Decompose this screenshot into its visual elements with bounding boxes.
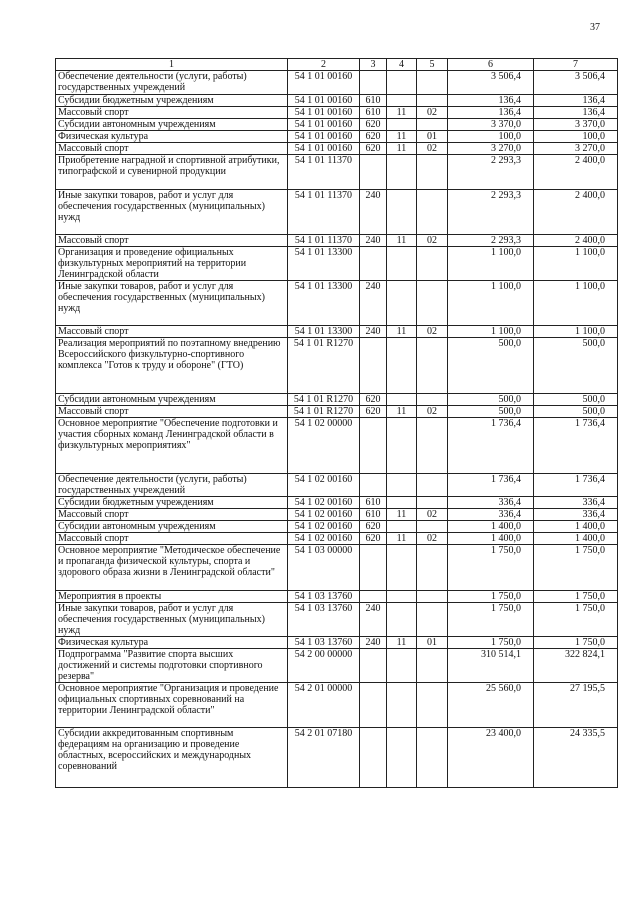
table-row [56, 247, 618, 281]
table-cell-code: 54 1 02 00000 [288, 418, 360, 474]
table-cell-vr [360, 591, 387, 603]
table-cell-rz [387, 603, 417, 637]
table-cell-y2: 100,0 [534, 131, 618, 143]
table-cell-y1: 1 736,4 [448, 474, 534, 497]
table-cell-name: Подпрограмма "Развитие спорта высших достижений и системы подготовки спортивного резерва" [56, 649, 288, 683]
table-row [56, 95, 618, 107]
budget-table [55, 58, 618, 788]
table-cell-vr: 620 [360, 131, 387, 143]
table-cell-y1: 1 400,0 [448, 533, 534, 545]
table-cell-code: 54 1 01 R1270 [288, 406, 360, 418]
table-cell-pr [417, 683, 448, 728]
table-row [56, 143, 618, 155]
table-cell-y1: 500,0 [448, 338, 534, 394]
table-cell-rz [387, 728, 417, 788]
table-cell-pr [417, 474, 448, 497]
table-cell-code: 54 1 01 R1270 [288, 338, 360, 394]
table-row [56, 603, 618, 637]
table-cell-code: 54 1 03 13760 [288, 637, 360, 649]
table-cell-vr: 620 [360, 394, 387, 406]
table-cell-y1: 1 400,0 [448, 521, 534, 533]
table-row [56, 533, 618, 545]
table-cell-y1: 2 293,3 [448, 190, 534, 235]
table-row [56, 235, 618, 247]
table-cell-pr [417, 394, 448, 406]
table-cell-y1: 136,4 [448, 107, 534, 119]
table-cell-vr [360, 545, 387, 591]
table-cell-rz: 11 [387, 143, 417, 155]
table-cell-pr [417, 603, 448, 637]
table-row [56, 591, 618, 603]
table-cell-name: Массовый спорт [56, 235, 288, 247]
table-cell-pr [417, 71, 448, 95]
table-cell-name: Основное мероприятие "Обеспечение подготовки и участия сборных команд Ленинградской области в физкультурных мероприятиях" [56, 418, 288, 474]
table-cell-y2: 2 400,0 [534, 190, 618, 235]
table-row [56, 71, 618, 95]
table-row [56, 509, 618, 521]
table-cell-y2: 1 400,0 [534, 521, 618, 533]
table-cell-y2: 500,0 [534, 394, 618, 406]
table-header-row [56, 59, 618, 71]
table-cell-y1: 1 100,0 [448, 326, 534, 338]
table-cell-code: 54 1 01 11370 [288, 190, 360, 235]
table-cell-pr [417, 338, 448, 394]
table-cell-name: Массовый спорт [56, 509, 288, 521]
table-cell-y2: 1 736,4 [534, 474, 618, 497]
table-row [56, 155, 618, 190]
table-cell-vr [360, 683, 387, 728]
table-cell-pr: 02 [417, 235, 448, 247]
table-cell-vr [360, 338, 387, 394]
table-cell-vr: 620 [360, 143, 387, 155]
column-header: 6 [448, 59, 534, 71]
table-cell-pr [417, 281, 448, 326]
table-cell-vr [360, 418, 387, 474]
table-cell-code: 54 2 01 07180 [288, 728, 360, 788]
table-cell-name: Субсидии бюджетным учреждениям [56, 497, 288, 509]
table-cell-y1: 1 750,0 [448, 545, 534, 591]
table-cell-name: Массовый спорт [56, 326, 288, 338]
table-cell-rz [387, 247, 417, 281]
table-cell-rz: 11 [387, 406, 417, 418]
table-cell-name: Массовый спорт [56, 533, 288, 545]
table-cell-y2: 3 370,0 [534, 119, 618, 131]
table-cell-name: Иные закупки товаров, работ и услуг для обеспечения государственных (муниципальных) нужд [56, 603, 288, 637]
table-row [56, 338, 618, 394]
table-cell-y1: 310 514,1 [448, 649, 534, 683]
table-row [56, 521, 618, 533]
table-cell-y2: 1 750,0 [534, 591, 618, 603]
table-cell-name: Иные закупки товаров, работ и услуг для обеспечения государственных (муниципальных) нужд [56, 190, 288, 235]
column-header: 1 [56, 59, 288, 71]
table-cell-y2: 27 195,5 [534, 683, 618, 728]
table-cell-vr: 610 [360, 509, 387, 521]
table-row [56, 119, 618, 131]
table-cell-y2: 1 750,0 [534, 545, 618, 591]
table-cell-y1: 23 400,0 [448, 728, 534, 788]
table-row [56, 131, 618, 143]
table-cell-y2: 1 100,0 [534, 247, 618, 281]
table-cell-y2: 136,4 [534, 107, 618, 119]
table-cell-y2: 1 750,0 [534, 637, 618, 649]
table-cell-code: 54 1 03 00000 [288, 545, 360, 591]
table-cell-code: 54 2 00 00000 [288, 649, 360, 683]
table-cell-rz [387, 338, 417, 394]
table-row [56, 326, 618, 338]
table-cell-code: 54 1 01 13300 [288, 281, 360, 326]
table-cell-name: Массовый спорт [56, 107, 288, 119]
table-cell-pr: 01 [417, 637, 448, 649]
table-cell-vr [360, 247, 387, 281]
table-row [56, 281, 618, 326]
table-cell-name: Массовый спорт [56, 143, 288, 155]
column-header: 2 [288, 59, 360, 71]
table-cell-vr: 620 [360, 521, 387, 533]
table-cell-rz: 11 [387, 509, 417, 521]
table-cell-name: Физическая культура [56, 637, 288, 649]
table-cell-rz [387, 281, 417, 326]
table-cell-name: Физическая культура [56, 131, 288, 143]
table-cell-pr [417, 155, 448, 190]
table-cell-code: 54 1 02 00160 [288, 497, 360, 509]
table-cell-name: Массовый спорт [56, 406, 288, 418]
table-cell-y2: 2 400,0 [534, 155, 618, 190]
table-cell-pr: 02 [417, 107, 448, 119]
table-row [56, 637, 618, 649]
table-cell-pr [417, 497, 448, 509]
table-cell-pr [417, 591, 448, 603]
table-cell-code: 54 1 02 00160 [288, 521, 360, 533]
table-cell-name: Приобретение наградной и спортивной атрибутики, типографской и сувенирной продукции [56, 155, 288, 190]
table-cell-vr: 610 [360, 95, 387, 107]
table-cell-pr [417, 95, 448, 107]
table-cell-code: 54 1 01 00160 [288, 71, 360, 95]
table-cell-code: 54 1 03 13760 [288, 603, 360, 637]
table-cell-code: 54 1 01 11370 [288, 235, 360, 247]
table-cell-y1: 136,4 [448, 95, 534, 107]
table-cell-rz: 11 [387, 107, 417, 119]
table-cell-pr: 02 [417, 533, 448, 545]
table-cell-y2: 1 100,0 [534, 326, 618, 338]
table-cell-name: Реализация мероприятий по поэтапному внедрению Всероссийского физкультурно-спортивного комплекса "Готов к труду и обороне" (ГТО) [56, 338, 288, 394]
table-cell-vr [360, 155, 387, 190]
table-cell-y1: 1 750,0 [448, 637, 534, 649]
table-row [56, 649, 618, 683]
table-cell-rz [387, 119, 417, 131]
table-cell-rz [387, 71, 417, 95]
table-cell-name: Мероприятия в проекты [56, 591, 288, 603]
table-cell-pr: 02 [417, 143, 448, 155]
table-cell-rz [387, 394, 417, 406]
table-cell-name: Субсидии автономным учреждениям [56, 119, 288, 131]
table-cell-name: Обеспечение деятельности (услуги, работы) государственных учреждений [56, 474, 288, 497]
table-cell-rz [387, 95, 417, 107]
table-cell-pr [417, 545, 448, 591]
table-cell-code: 54 1 01 00160 [288, 143, 360, 155]
column-header: 5 [417, 59, 448, 71]
table-cell-code: 54 1 01 00160 [288, 131, 360, 143]
table-cell-pr [417, 119, 448, 131]
table-row [56, 190, 618, 235]
table-row [56, 107, 618, 119]
table-cell-y1: 1 100,0 [448, 281, 534, 326]
table-cell-name: Субсидии автономным учреждениям [56, 394, 288, 406]
table-cell-name: Основное мероприятие "Методическое обеспечение и пропаганда физической культуры, спорта и здорового образа жизни в Ленинградской области" [56, 545, 288, 591]
table-cell-vr: 240 [360, 235, 387, 247]
table-cell-pr: 01 [417, 131, 448, 143]
table-cell-y2: 336,4 [534, 497, 618, 509]
table-cell-y1: 2 293,3 [448, 235, 534, 247]
table-cell-vr: 620 [360, 533, 387, 545]
table-row [56, 545, 618, 591]
table-cell-y1: 1 750,0 [448, 591, 534, 603]
column-header: 4 [387, 59, 417, 71]
table-cell-pr [417, 247, 448, 281]
table-row [56, 474, 618, 497]
table-cell-pr: 02 [417, 406, 448, 418]
table-cell-rz [387, 521, 417, 533]
table-cell-vr [360, 728, 387, 788]
table-cell-vr: 240 [360, 190, 387, 235]
table-cell-y1: 1 100,0 [448, 247, 534, 281]
table-cell-rz [387, 683, 417, 728]
table-cell-code: 54 1 02 00160 [288, 509, 360, 521]
table-cell-vr: 610 [360, 107, 387, 119]
table-cell-y1: 500,0 [448, 394, 534, 406]
table-cell-vr: 240 [360, 326, 387, 338]
table-cell-y2: 24 335,5 [534, 728, 618, 788]
table-cell-vr [360, 649, 387, 683]
table-cell-rz: 11 [387, 533, 417, 545]
table-cell-pr [417, 649, 448, 683]
table-cell-code: 54 1 01 00160 [288, 107, 360, 119]
column-header: 7 [534, 59, 618, 71]
table-cell-y2: 500,0 [534, 406, 618, 418]
column-header: 3 [360, 59, 387, 71]
table-cell-rz [387, 190, 417, 235]
table-cell-code: 54 1 01 00160 [288, 119, 360, 131]
table-cell-name: Субсидии аккредитованным спортивным федерациям на организацию и проведение областных, всероссийских и международных соревнований [56, 728, 288, 788]
table-cell-y2: 3 506,4 [534, 71, 618, 95]
table-cell-rz [387, 497, 417, 509]
table-cell-y1: 2 293,3 [448, 155, 534, 190]
table-cell-code: 54 2 01 00000 [288, 683, 360, 728]
table-cell-vr: 610 [360, 497, 387, 509]
table-row [56, 497, 618, 509]
table-cell-rz [387, 649, 417, 683]
table-cell-rz [387, 474, 417, 497]
table-cell-y2: 1 750,0 [534, 603, 618, 637]
table-cell-name: Основное мероприятие "Организация и проведение официальных спортивных соревнований на территории Ленинградской области" [56, 683, 288, 728]
table-cell-pr [417, 728, 448, 788]
table-cell-y2: 500,0 [534, 338, 618, 394]
table-cell-rz [387, 155, 417, 190]
table-cell-vr: 620 [360, 119, 387, 131]
table-cell-rz [387, 591, 417, 603]
table-cell-code: 54 1 01 00160 [288, 95, 360, 107]
table-cell-code: 54 1 01 11370 [288, 155, 360, 190]
table-cell-y1: 3 270,0 [448, 143, 534, 155]
table-cell-name: Обеспечение деятельности (услуги, работы) государственных учреждений [56, 71, 288, 95]
table-cell-rz: 11 [387, 235, 417, 247]
table-cell-y1: 336,4 [448, 509, 534, 521]
page-number: 37 [590, 22, 600, 33]
table-cell-pr [417, 521, 448, 533]
table-row [56, 728, 618, 788]
table-row [56, 418, 618, 474]
table-cell-y2: 1 736,4 [534, 418, 618, 474]
table-cell-code: 54 1 02 00160 [288, 474, 360, 497]
table-cell-y1: 336,4 [448, 497, 534, 509]
table-cell-pr: 02 [417, 326, 448, 338]
table-cell-y1: 3 370,0 [448, 119, 534, 131]
table-cell-vr: 240 [360, 637, 387, 649]
table-cell-vr [360, 71, 387, 95]
table-cell-y2: 1 400,0 [534, 533, 618, 545]
table-cell-rz [387, 545, 417, 591]
table-cell-y2: 3 270,0 [534, 143, 618, 155]
table-cell-rz: 11 [387, 637, 417, 649]
table-cell-name: Субсидии бюджетным учреждениям [56, 95, 288, 107]
table-cell-vr: 240 [360, 603, 387, 637]
table-cell-y2: 1 100,0 [534, 281, 618, 326]
table-cell-name: Субсидии автономным учреждениям [56, 521, 288, 533]
table-cell-y2: 336,4 [534, 509, 618, 521]
table-cell-code: 54 1 01 R1270 [288, 394, 360, 406]
table-cell-y1: 500,0 [448, 406, 534, 418]
table-cell-y1: 25 560,0 [448, 683, 534, 728]
table-cell-y1: 3 506,4 [448, 71, 534, 95]
table-cell-vr [360, 474, 387, 497]
table-cell-code: 54 1 01 13300 [288, 326, 360, 338]
table-cell-y1: 100,0 [448, 131, 534, 143]
table-cell-code: 54 1 02 00160 [288, 533, 360, 545]
table-cell-pr [417, 418, 448, 474]
table-cell-y2: 322 824,1 [534, 649, 618, 683]
table-row [56, 406, 618, 418]
table-row [56, 394, 618, 406]
table-cell-pr: 02 [417, 509, 448, 521]
table-cell-code: 54 1 01 13300 [288, 247, 360, 281]
table-cell-rz: 11 [387, 131, 417, 143]
table-row [56, 683, 618, 728]
table-cell-rz: 11 [387, 326, 417, 338]
table-cell-y2: 2 400,0 [534, 235, 618, 247]
table-cell-pr [417, 190, 448, 235]
table-cell-y1: 1 750,0 [448, 603, 534, 637]
table-cell-y2: 136,4 [534, 95, 618, 107]
table-cell-name: Иные закупки товаров, работ и услуг для обеспечения государственных (муниципальных) нужд [56, 281, 288, 326]
table-cell-rz [387, 418, 417, 474]
table-cell-name: Организация и проведение официальных физкультурных мероприятий на территории Ленинградской области [56, 247, 288, 281]
table-cell-vr: 620 [360, 406, 387, 418]
table-cell-vr: 240 [360, 281, 387, 326]
table-cell-code: 54 1 03 13760 [288, 591, 360, 603]
table-cell-y1: 1 736,4 [448, 418, 534, 474]
